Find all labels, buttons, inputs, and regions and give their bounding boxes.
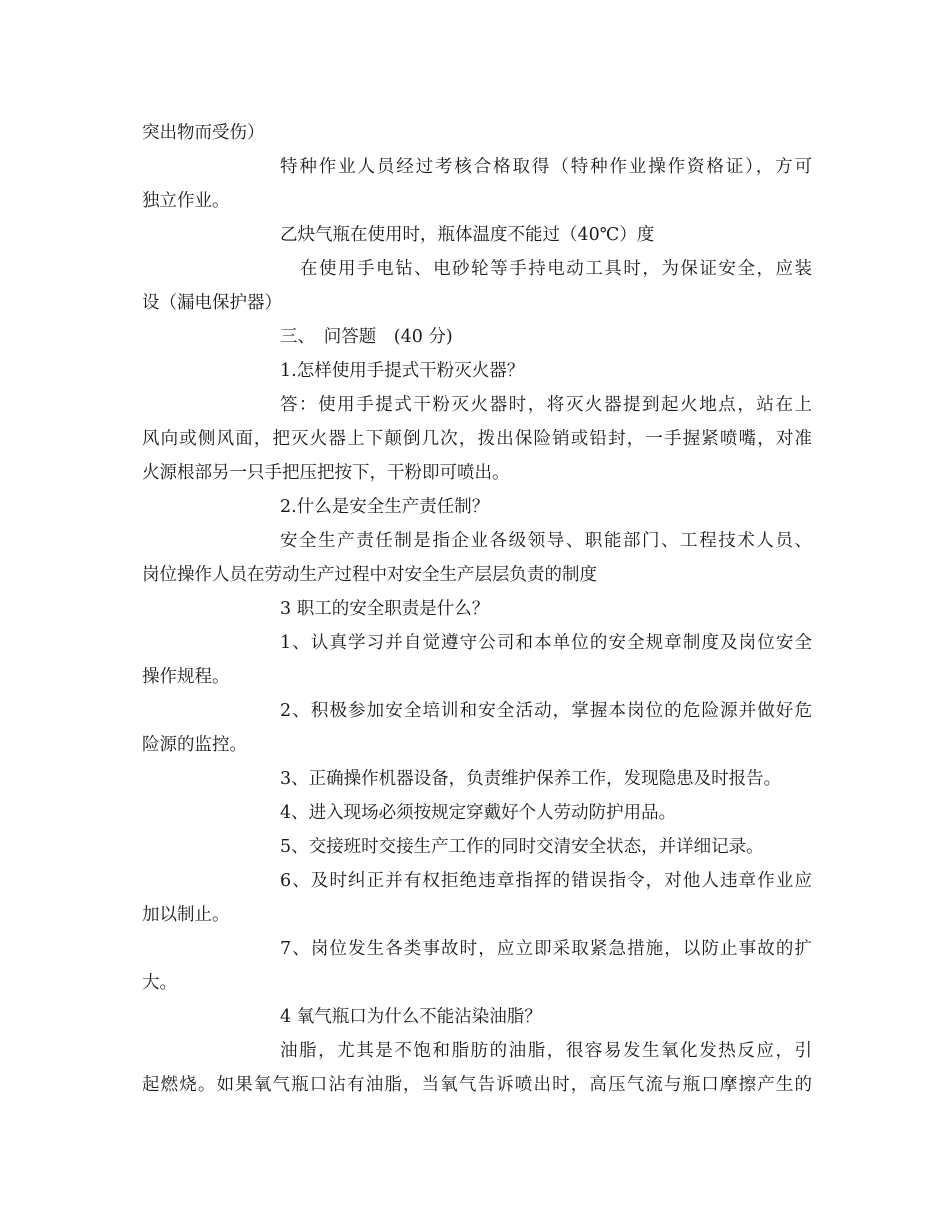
- text-line: 加以制止。: [142, 905, 230, 925]
- text-line: 起燃烧。如果氧气瓶口沾有油脂，当氧气告诉喷出时，高压气流与瓶口摩擦产生的: [142, 1075, 812, 1095]
- list-item: 1、认真学习并自觉遵守公司和本单位的安全规章制度及岗位安全: [280, 633, 812, 653]
- question-1: 1.怎样使用手提式干粉灭火器？: [280, 361, 525, 381]
- text-line: 安全生产责任制是指企业各级领导、职能部门、工程技术人员、: [280, 531, 812, 551]
- question-3: 3 职工的安全职责是什么？: [280, 599, 490, 619]
- list-item: 3、正确操作机器设备，负责维护保养工作，发现隐患及时报告。: [280, 769, 782, 789]
- question-2: 2.什么是安全生产责任制？: [280, 497, 490, 517]
- list-item: 2、积极参加安全培训和安全活动，掌握本岗位的危险源并做好危: [280, 701, 812, 721]
- text-line: 操作规程。: [142, 667, 230, 687]
- text-line: 答：使用手提式干粉灭火器时，将灭火器提到起火地点，站在上: [280, 395, 812, 415]
- text-line: 险源的监控。: [142, 735, 247, 755]
- list-item: 7、岗位发生各类事故时，应立即采取紧急措施，以防止事故的扩: [280, 939, 812, 959]
- list-item: 5、交接班时交接生产工作的同时交清安全状态，并详细记录。: [280, 837, 764, 857]
- text-line: 独立作业。: [142, 191, 230, 211]
- text-line: 大。: [142, 973, 177, 993]
- text-line: 火源根部另一只手把压把按下，干粉即可喷出。: [142, 463, 510, 483]
- document-body: [142, 116, 812, 1102]
- text-line: 油脂，尤其是不饱和脂肪的油脂，很容易发生氧化发热反应，引: [280, 1041, 812, 1061]
- text-line: 乙炔气瓶在使用时，瓶体温度不能过（40℃）度: [280, 225, 655, 245]
- text-line: 在使用手电钻、电砂轮等手持电动工具时，为保证安全，应装: [300, 259, 812, 279]
- text-line: 设（漏电保护器）: [142, 293, 282, 313]
- section-heading: 三、 问答题 (40 分): [280, 327, 453, 347]
- text-line: 特种作业人员经过考核合格取得（特种作业操作资格证），方可: [280, 157, 812, 177]
- text-line: 岗位操作人员在劳动生产过程中对安全生产层层负责的制度: [142, 565, 597, 585]
- list-item: 4、进入现场必须按规定穿戴好个人劳动防护用品。: [280, 803, 677, 823]
- text-line: 突出物而受伤）: [142, 123, 265, 143]
- list-item: 6、及时纠正并有权拒绝违章指挥的错误指令，对他人违章作业应: [280, 871, 812, 891]
- question-4: 4 氧气瓶口为什么不能沾染油脂？: [280, 1007, 542, 1027]
- text-line: 风向或侧风面，把灭火器上下颠倒几次，拨出保险销或铅封，一手握紧喷嘴，对准: [142, 429, 812, 449]
